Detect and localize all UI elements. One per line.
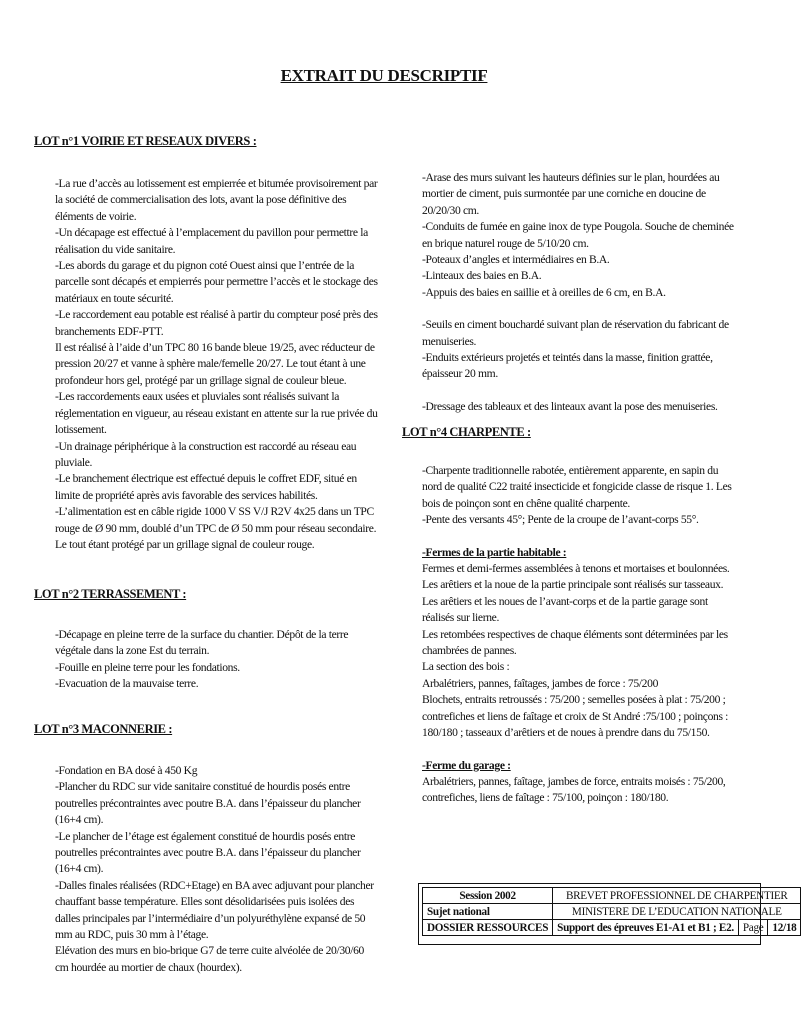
- lot1-paragraph: -Les abords du garage et du pignon coté Ouest ainsi que l’entrée de la parcelle sont décapés et empierrés pour permettre l’accès et le stockage des matériaux en toute sécurité.: [55, 259, 378, 305]
- lot3-paragraph: -Dressage des tableaux et des linteaux avant la pose des menuiseries.: [422, 399, 718, 413]
- subject-type-cell: Sujet national: [423, 904, 553, 920]
- lot4-heading: LOT n°4 CHARPENTE :: [402, 425, 531, 439]
- lot1-paragraph: -Un drainage périphérique à la construction est raccordé au réseau eau pluviale.: [55, 439, 357, 469]
- habitable-line: La section des bois :: [422, 660, 510, 674]
- habitable-line: Les arêtiers et les noues de l’avant-corps et de la partie garage sont réalisés sur lierne.: [422, 594, 708, 625]
- lot3-paragraph: -Enduits extérieurs projetés et teintés dans la masse, finition grattée, épaisseur 20 mm.: [422, 351, 713, 381]
- lot1-section: [55, 176, 379, 553]
- page-title: EXTRAIT DU DESCRIPTIF: [280, 66, 488, 85]
- dossier-cell: DOSSIER RESSOURCES: [423, 920, 553, 936]
- lot3-paragraph: -Poteaux d’angles et intermédiaires en B.A.: [422, 253, 610, 267]
- lot3-heading: LOT n°3 MACONNERIE :: [34, 722, 173, 736]
- habitable-heading: -Fermes de la partie habitable :: [422, 545, 567, 559]
- lot1-paragraph: -La rue d’accès au lotissement est empierrée et bitumée provisoirement par la société de commercialisation des lots, avant la pose définitive des éléments de voirie.: [55, 177, 378, 223]
- lot3-paragraph: -Conduits de fumée en gaine inox de type Pougola. Souche de cheminée en brique naturel rouge de 5/10/20 cm.: [422, 220, 734, 250]
- lot3-paragraph: -Arase des murs suivant les hauteurs définies sur le plan, hourdées au mortier de ciment, puis surmontée par une corniche en doucine de 20/20/30 cm.: [422, 171, 720, 217]
- lot1-paragraph: -Un décapage est effectué à l’emplacement du pavillon pour permettre la réalisation du vide sanitaire.: [55, 226, 368, 256]
- session-cell: Session 2002: [423, 888, 553, 904]
- habitable-line: Les retombées respectives de chaque éléments sont déterminées par les chambrées de pannes.: [422, 627, 728, 658]
- lot1-paragraph: -L’alimentation est en câble rigide 1000 V SS V/J R2V 4x25 dans un TPC rouge de Ø 90 mm, doublé d’un TPC de Ø 50 mm pour réseau secondaire. Le tout étant protégé par un grillage signal de couleur rouge.: [55, 505, 377, 551]
- lot3-paragraph: -Plancher du RDC sur vide sanitaire constitué de hourdis posés entre poutrelles précontraintes avec poutre B.A. dans l’épaisseur du plancher (16+4 cm).: [55, 780, 361, 827]
- ministry-cell: MINISTERE DE L’EDUCATION NATIONALE: [553, 904, 801, 920]
- lot2-heading: LOT n°2 TERRASSEMENT :: [34, 587, 187, 601]
- lot1-paragraph: -Le raccordement eau potable est réalisé à partir du compteur posé près des branchements EDF-PTT.: [55, 308, 378, 338]
- habitable-line: Fermes et demi-fermes assemblées à tenons et mortaises et boulonnées.: [422, 562, 730, 576]
- lot3-paragraph: -Linteaux des baies en B.A.: [422, 269, 542, 283]
- garage-line: Arbalétriers, pannes, faîtage, jambes de force, entraits moisés : 75/200, contrefiches, liens de faîtage : 75/100, poinçon : 180/180.: [422, 774, 726, 805]
- lot2-paragraph: -Décapage en pleine terre de la surface du chantier. Dépôt de la terre végétale dans la zone Est du terrain.: [55, 628, 349, 658]
- lot1-paragraph: -Le branchement électrique est effectué depuis le coffret EDF, situé en limite de propriété après avis favorable des services habilités.: [55, 472, 357, 502]
- lot4-paragraph: -Pente des versants 45°; Pente de la croupe de l’avant-corps 55°.: [422, 513, 699, 527]
- lot3-section: [55, 763, 379, 976]
- lot3-paragraph: Elévation des murs en bio-brique G7 de terre cuite alvéolée de 20/30/60 cm hourdée au mortier de chaux (hourdex).: [55, 944, 365, 974]
- habitable-line: Les arêtiers et la noue de la partie principale sont réalisés sur tasseaux.: [422, 578, 724, 592]
- page-label-cell: Page: [738, 920, 768, 936]
- lot2-paragraph: -Fouille en pleine terre pour les fondations.: [55, 660, 240, 674]
- lot4-paragraph: -Charpente traditionnelle rabotée, entièrement apparente, en sapin du nord de qualité C22 traité insecticide et fongicide classe de risque 1. Les bois de poinçon sont en chêne qualité charpente.: [422, 464, 732, 510]
- lot1-paragraph: -Les raccordements eaux usées et pluviales sont réalisés suivant la réglementation en vigueur, au réseau existant en attente sur la rue privée du lotissement.: [55, 390, 378, 437]
- lot4-section: [422, 463, 740, 807]
- footer-table: [422, 887, 801, 936]
- exam-cell: BREVET PROFESSIONNEL DE CHARPENTIER: [553, 888, 801, 904]
- lot3-paragraph: -Seuils en ciment bouchardé suivant plan de réservation du fabricant de menuiseries.: [422, 318, 729, 348]
- garage-heading: -Ferme du garage :: [422, 758, 511, 772]
- support-cell: Support des épreuves E1-A1 et B1 ; E2.: [553, 920, 739, 936]
- lot3-paragraph: -Fondation en BA dosé à 450 Kg: [55, 764, 198, 777]
- lot3-continued: [422, 170, 740, 415]
- lot3-paragraph: -Appuis des baies en saillie et à oreilles de 6 cm, en B.A.: [422, 285, 666, 299]
- lot3-paragraph: -Le plancher de l’étage est également constitué de hourdis posés entre poutrelles précontraintes avec poutre B.A. dans l’épaisseur du plancher (16+4 cm).: [55, 829, 361, 876]
- lot3-paragraph: -Dalles finales réalisées (RDC+Etage) en BA avec adjuvant pour plancher chauffant basse température. Elles sont désolidarisées puis isolées des dalles principales par l’intermédiaire d’un polyuréthylène expansé de 50 mm au RDC, puis 30 mm à l’étage.: [55, 878, 374, 942]
- habitable-line: Arbalétriers, pannes, faîtages, jambes de force : 75/200: [422, 676, 659, 690]
- page-number-cell: 12/18: [768, 920, 801, 936]
- lot2-paragraph: -Evacuation de la mauvaise terre.: [55, 677, 199, 691]
- lot1-paragraph: Il est réalisé à l’aide d’un TPC 80 16 bande bleue 19/25, avec réducteur de pression 20/27 et vanne à sphère male/femelle 20/27. Le tout étant à une profondeur hors gel, protégé par un grillage signal de couleur bleue.: [55, 341, 375, 387]
- lot2-section: [55, 627, 379, 693]
- habitable-line: Blochets, entraits retroussés : 75/200 ; semelles posées à plat : 75/200 ; contrefiches et liens de faîtage et croix de St André :75/100 ; poinçons : 180/180 ; tasseaux d’arêtiers et de noues à prendre dans du 75/150.: [422, 693, 729, 740]
- lot1-heading: LOT n°1 VOIRIE ET RESEAUX DIVERS :: [34, 134, 257, 148]
